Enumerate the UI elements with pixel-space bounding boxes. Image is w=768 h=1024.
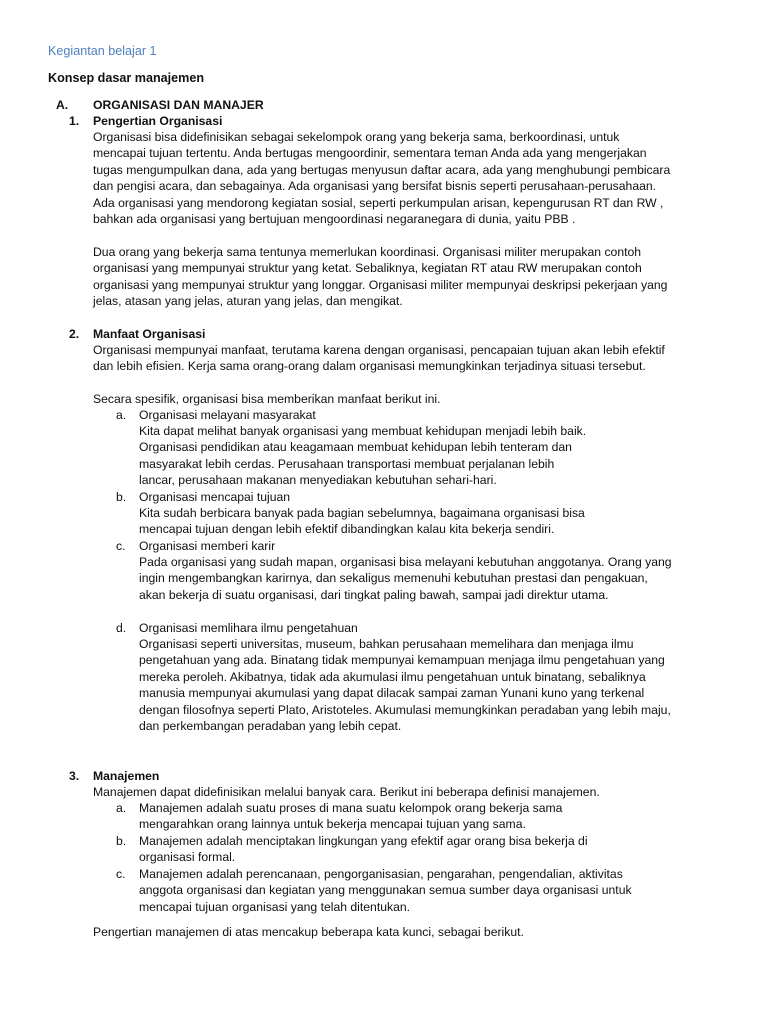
- item-1-number: 1.: [69, 114, 80, 128]
- kicker-heading: Kegiantan belajar 1: [48, 44, 157, 58]
- item-3-sub-b-letter: b.: [116, 834, 127, 848]
- item-3-sub-b-text: Manajemen adalah menciptakan lingkungan yang efektif agar orang bisa bekerja di organisasi formal.: [139, 834, 588, 865]
- item-3-sub-a-letter: a.: [116, 801, 127, 815]
- item-2-sub-a-letter: a.: [116, 408, 127, 422]
- item-1-paragraph-2: Dua orang yang bekerja sama tentunya memerlukan koordinasi. Organisasi militer merupakan contoh organisasi yang mempunyai struktur yang ketat. Sebaliknya, kegiatan RT atau RW merupakan contoh organisasi yang mempunyai struktur yang longgar. Organisasi militer mempunyai deskripsi pekerjaan yang jelas, atasan yang jelas, aturan yang jelas, dan mengikat.: [93, 245, 668, 309]
- item-3-title: Manajemen: [93, 769, 160, 783]
- document-subtitle: Konsep dasar manajemen: [48, 71, 205, 85]
- item-2-sub-b-letter: b.: [116, 490, 127, 504]
- item-2-sub-a-heading: Organisasi melayani masyarakat: [139, 408, 316, 422]
- item-3-sub-c-letter: c.: [116, 867, 126, 881]
- item-3-sub-c-text: Manajemen adalah perencanaan, pengorganisasian, pengarahan, pengendalian, aktivitas anggota organisasi dan kegiatan yang menggunakan semua sumber daya organisasi untuk mencapai tujuan organisasi yang telah ditentukan.: [139, 867, 632, 914]
- item-3-number: 3.: [69, 769, 80, 783]
- item-2-title: Manfaat Organisasi: [93, 327, 206, 341]
- item-2-sub-d-heading: Organisasi memlihara ilmu pengetahuan: [139, 621, 358, 635]
- item-2-number: 2.: [69, 327, 80, 341]
- item-2-sub-b-heading: Organisasi mencapai tujuan: [139, 490, 291, 504]
- item-2-sub-c-letter: c.: [116, 539, 126, 553]
- section-a-letter: A.: [56, 98, 69, 112]
- item-2-paragraph-1: Organisasi mempunyai manfaat, terutama karena dengan organisasi, pencapaian tujuan akan lebih efektif dan lebih efisien. Kerja sama orang-orang dalam organisasi memungkinkan terjadinya situasi tersebut.: [93, 343, 665, 374]
- item-2-sub-d-text: Organisasi seperti universitas, museum, bahkan perusahaan memelihara dan menjaga ilmu pengetahuan yang ada. Binatang tidak mempunyai kemampuan menjaga ilmu pengetahuan yang mereka peroleh. Akibatnya, tidak ada akumulasi ilmu pengetahuan untuk binatang, sebaliknya manusia mempunyai akumulasi yang dapat dilacak sampai zaman Yunani kuno yang terkenal dengan filosofnya seperti Plato, Aristoteles. Akumulasi memungkinkan peradaban yang lebih maju, dan perkembangan peradaban yang lebih cepat.: [139, 637, 671, 734]
- item-1-title: Pengertian Organisasi: [93, 114, 223, 128]
- item-2-sub-a-text: Kita dapat melihat banyak organisasi yang membuat kehidupan menjadi lebih baik. Organisasi pendidikan atau keagamaan membuat kehidupan lebih tenteram dan masyarakat lebih cerdas. Perusahaan transportasi membuat perjalanan lebih lancar, perusahaan makanan menyediakan kebutuhan sehari-hari.: [139, 424, 587, 488]
- item-2-paragraph-2: Secara spesifik, organisasi bisa memberikan manfaat berikut ini.: [93, 392, 441, 406]
- item-3-paragraph-1: Manajemen dapat didefinisikan melalui banyak cara. Berikut ini beberapa definisi manajemen.: [93, 785, 600, 799]
- item-3-closing: Pengertian manajemen di atas mencakup beberapa kata kunci, sebagai berikut.: [93, 925, 524, 939]
- item-2-sub-c-heading: Organisasi memberi karir: [139, 539, 276, 553]
- item-2-sub-c-text: Pada organisasi yang sudah mapan, organisasi bisa melayani kebutuhan anggotanya. Orang yang ingin mengembangkan karirnya, dan sekaligus memenuhi kebutuhan prestasi dan pengakuan, akan bekerja di suatu organisasi, dari tingkat paling bawah, sampai jadi direktur utama.: [139, 555, 672, 602]
- item-3-sub-a-text: Manajemen adalah suatu proses di mana suatu kelompok orang bekerja sama mengarahkan orang lainnya untuk bekerja mencapai tujuan yang sama.: [139, 801, 563, 832]
- item-2-sub-b-text: Kita sudah berbicara banyak pada bagian sebelumnya, bagaimana organisasi bisa mencapai tujuan dengan lebih efektif dibandingkan kalau kita bekerja sendiri.: [139, 506, 585, 537]
- item-2-sub-d-letter: d.: [116, 621, 127, 635]
- item-1-paragraph-1: Organisasi bisa didefinisikan sebagai sekelompok orang yang bekerja sama, berkoordinasi, untuk mencapai tujuan tertentu. Anda bertugas mengoordinir, sementara teman Anda ada yang mengerjakan tugas mengumpulkan dana, ada yang bertugas menyusun daftar acara, ada yang menghubungi pembicara dan pengisi acara, dan sebagainya. Ada organisasi yang bersifat bisnis seperti perusahaan-perusahaan. Ada organisasi yang mendorong kegiatan sosial, seperti perkumpulan arisan, kepengurusan RT dan RW , bahkan ada organisasi yang bertujuan mengoordinasi negaranegara di dunia, yaitu PBB .: [93, 130, 671, 227]
- section-a-title: ORGANISASI DAN MANAJER: [93, 98, 264, 112]
